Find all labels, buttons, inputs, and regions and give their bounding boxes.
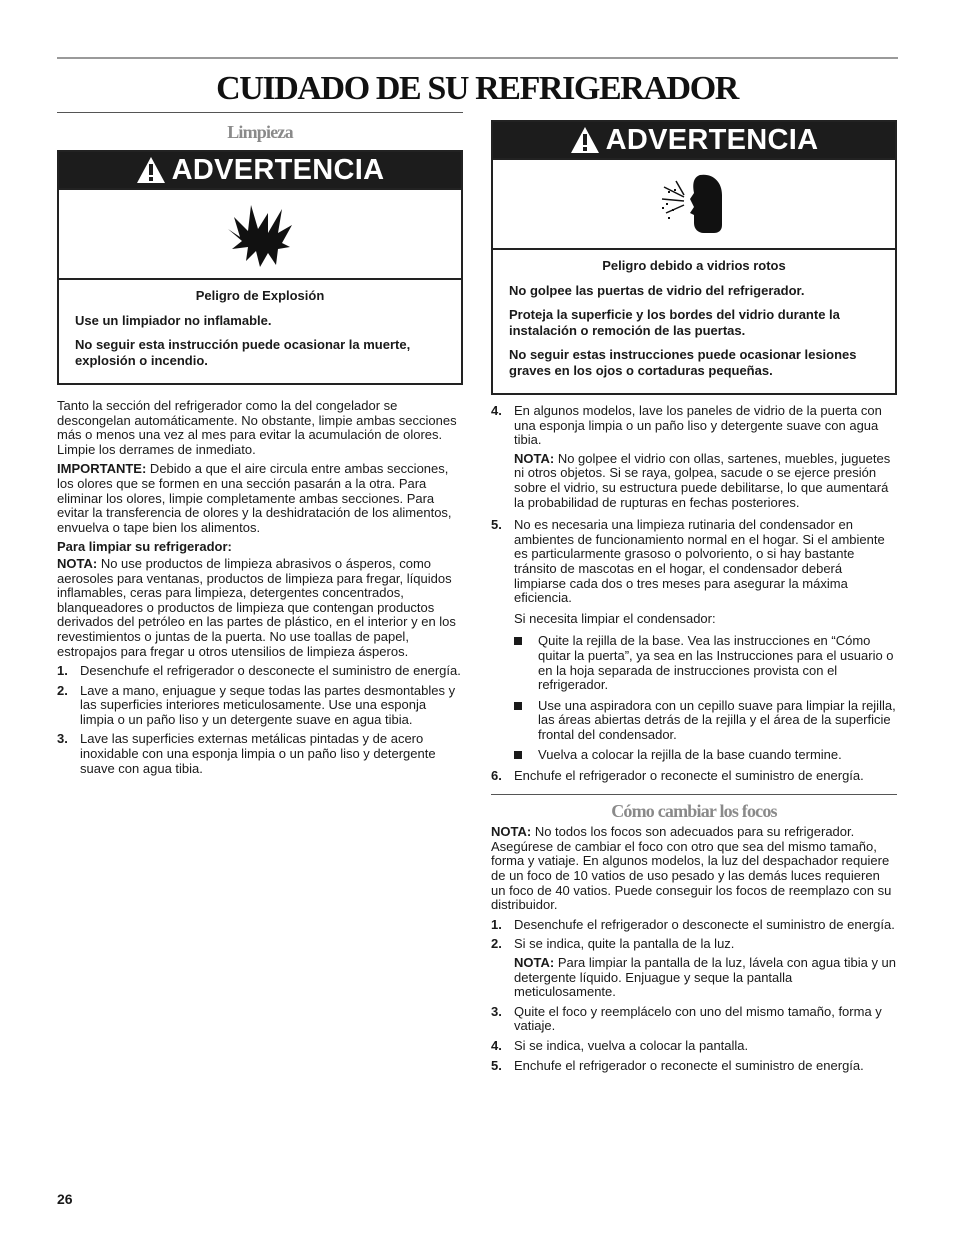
- warning-picture: [493, 158, 895, 250]
- list-item: [57, 664, 463, 679]
- warning-triangle-icon: [570, 126, 600, 154]
- nota-label: NOTA:: [514, 450, 555, 466]
- right-body: [491, 404, 897, 1073]
- top-rule: [57, 57, 898, 59]
- bullet-square-icon: [514, 637, 522, 645]
- list-item: [57, 684, 463, 728]
- step-text: Enchufe el refrigerador o reconecte el suministro de energía.: [514, 1057, 864, 1073]
- page-title: CUIDADO DE SU REFRIGERADOR: [216, 70, 738, 107]
- list-item: [491, 1059, 897, 1074]
- warning-box-glass: [491, 120, 897, 395]
- warning-hazard: Peligro de Explosión: [195, 288, 325, 303]
- nota-label: NOTA:: [57, 555, 98, 571]
- section-heading-focos: Cómo cambiar los focos: [611, 800, 777, 821]
- warning-text: [493, 250, 895, 393]
- bullet-item: [514, 699, 897, 743]
- cleaning-steps: [57, 664, 463, 776]
- warning-header: [493, 122, 895, 158]
- step-note: [514, 956, 897, 1000]
- step-number: 4.: [491, 403, 502, 418]
- explosion-icon: [224, 199, 296, 269]
- list-item: [491, 769, 897, 784]
- step-number: 3.: [57, 731, 68, 747]
- warning-line: Use un limpiador no inflamable.: [75, 313, 272, 328]
- step-text: Lave a mano, enjuague y seque todas las partes desmontables y las superficies interiores meticulosamente. Use una esponja limpia o un paño liso y un detergente suave en agua tibia.: [80, 682, 456, 727]
- bullet-square-icon: [514, 751, 522, 759]
- warning-header-label: ADVERTENCIA: [171, 153, 385, 186]
- page-number: 26: [57, 1191, 73, 1207]
- warning-header-label: ADVERTENCIA: [605, 123, 819, 156]
- section-heading-limpieza: Limpieza: [227, 122, 293, 142]
- warning-line: No golpee las puertas de vidrio del refrigerador.: [509, 283, 805, 298]
- left-rule: [57, 112, 463, 113]
- bullet-text: Quite la rejilla de la base. Vea las instrucciones en “Cómo quitar la puerta”, ya sea en las Instrucciones para el usuario o en la hoja separada de instrucciones provista con el refrigerador.: [538, 633, 894, 693]
- step-note: [514, 452, 897, 510]
- list-item: [491, 1005, 897, 1034]
- step-number: 5.: [491, 1057, 502, 1073]
- important-label: IMPORTANTE:: [57, 461, 147, 477]
- warning-hazard: Peligro debido a vidrios rotos: [602, 258, 786, 273]
- warning-line: No seguir esta instrucción puede ocasionar la muerte, explosión o incendio.: [75, 337, 411, 368]
- nota-text: Para limpiar la pantalla de la luz, lávela con agua tibia y un detergente líquido. Enjuague y seque la pantalla meticulosamente.: [514, 955, 897, 1000]
- important-paragraph: [57, 462, 463, 535]
- right-column: [491, 120, 897, 1078]
- step-number: 3.: [491, 1003, 502, 1019]
- warning-box-explosion: [57, 150, 463, 385]
- bullet-text: Use una aspiradora con un cepillo suave para limpiar la rejilla, las áreas abiertas detrás de la rejilla y el área de la superficie frontal del condensador.: [538, 697, 896, 742]
- step-number: 6.: [491, 768, 502, 784]
- list-item: [491, 937, 897, 999]
- step-text: No es necesaria una limpieza rutinaria del condensador en ambientes de funcionamiento normal en el hogar. Si el ambiente es particularmente grasoso o polvoriento, o si hay bastante tránsito de mascotas en el hogar, el condensador deberá limpiarse cada dos o tres meses para asegurar la máxima eficiencia.: [514, 517, 885, 606]
- focos-nota-paragraph: [491, 825, 897, 913]
- nota-label: NOTA:: [491, 824, 532, 840]
- focos-steps: [491, 918, 897, 1073]
- bullet-item: [514, 634, 897, 692]
- step-text: Lave las superficies externas metálicas pintadas y de acero inoxidable con una esponja limpia o un paño liso y detergente suave con agua tibia.: [80, 731, 436, 776]
- nota-label: NOTA:: [514, 955, 555, 970]
- step-number: 2.: [57, 682, 68, 698]
- step-number: 1.: [57, 663, 68, 679]
- step-text: Si se indica, vuelva a colocar la pantalla.: [514, 1037, 749, 1053]
- step-text: En algunos modelos, lave los paneles de vidrio de la puerta con una esponja limpia o un paño liso y detergente suave con agua tibia.: [514, 403, 882, 448]
- right-rule: [491, 794, 897, 795]
- nota-paragraph: [57, 557, 463, 659]
- broken-glass-face-icon: [654, 169, 734, 239]
- list-item: [491, 404, 897, 510]
- bullet-square-icon: [514, 702, 522, 710]
- left-column: [57, 112, 463, 781]
- warning-line: Proteja la superficie y los bordes del vidrio durante la instalación o remoción de las puertas.: [509, 307, 840, 338]
- nota-text: No todos los focos son adecuados para su refrigerador. Asegúrese de cambiar el foco con otro que sea del mismo tamaño, forma y vatiaje. En algunos modelos, la luz del despachador requiere de un foco de 10 vatios de uso pesado y las demás luces requieren un foco de 40 vatios. Puede conseguir los focos de reemplazo con su distribuidor.: [491, 824, 892, 913]
- condenser-bullets: [514, 634, 897, 763]
- step-number: 4.: [491, 1037, 502, 1053]
- nota-text: No use productos de limpieza abrasivos o ásperos, como aerosoles para ventanas, productos de limpieza para fregar, líquidos inflamables, ceras para limpieza, detergentes concentrados, blanqueadores o productos de limpieza que contengan productos derivados del petróleo en las partes de plástico, en el interior y en los revestimientos o juntas de la puerta. No use toallas de papel, estropajos para fregar u otros utensilios de limpieza ásperos.: [57, 555, 456, 659]
- warning-text: [59, 280, 461, 383]
- step-text: Desenchufe el refrigerador o desconecte el suministro de energía.: [514, 916, 895, 932]
- important-text: Debido a que el aire circula entre ambas secciones, los olores que se formen en una sección pasarán a la otra. Para eliminar los olores, limpie completamente ambas secciones. Para evitar la transferencia de olores y la deshidratación de los alimentos, envuelva o tape bien los alimentos.: [57, 461, 452, 535]
- warning-line: No seguir estas instrucciones puede ocasionar lesiones graves en los ojos o cortaduras pequeñas.: [509, 347, 857, 378]
- bullet-item: [514, 748, 897, 763]
- list-item: [57, 732, 463, 776]
- left-body: [57, 399, 463, 776]
- step-number: 5.: [491, 517, 502, 533]
- list-item: [491, 518, 897, 763]
- bullet-text: Vuelva a colocar la rejilla de la base cuando termine.: [538, 747, 842, 763]
- subhead-clean: Para limpiar su refrigerador:: [57, 539, 232, 555]
- step-text: Si se indica, quite la pantalla de la luz.: [514, 936, 735, 952]
- list-item: [491, 918, 897, 933]
- warning-triangle-icon: [136, 156, 166, 184]
- warning-picture: [59, 188, 461, 280]
- cleaning-steps-continued: [491, 404, 897, 784]
- intro-paragraph: Tanto la sección del refrigerador como la del congelador se descongelan automáticamente. No obstante, limpie ambas secciones más o menos una vez al mes para evitar la acumulación de olores. Limpie los derrames de inmediato.: [57, 398, 457, 457]
- step-number: 2.: [491, 936, 502, 952]
- step-text: Quite el foco y reemplácelo con uno del mismo tamaño, forma y vatiaje.: [514, 1003, 882, 1034]
- step-text: Desenchufe el refrigerador o desconecte el suministro de energía.: [80, 663, 461, 679]
- nota-text: No golpee el vidrio con ollas, sartenes, muebles, juguetes ni otros objetos. Si se raya, golpea, sacude o se ejerce presión sobre el vidrio, su estructura puede debilitarse, lo que aumentará la probabilidad de rupturas en fechas posteriores.: [514, 450, 891, 510]
- step-text: Enchufe el refrigerador o reconecte el suministro de energía.: [514, 768, 864, 784]
- warning-header: [59, 152, 461, 188]
- list-item: [491, 1039, 897, 1054]
- step-number: 1.: [491, 916, 502, 932]
- step-lead: Si necesita limpiar el condensador:: [514, 610, 716, 626]
